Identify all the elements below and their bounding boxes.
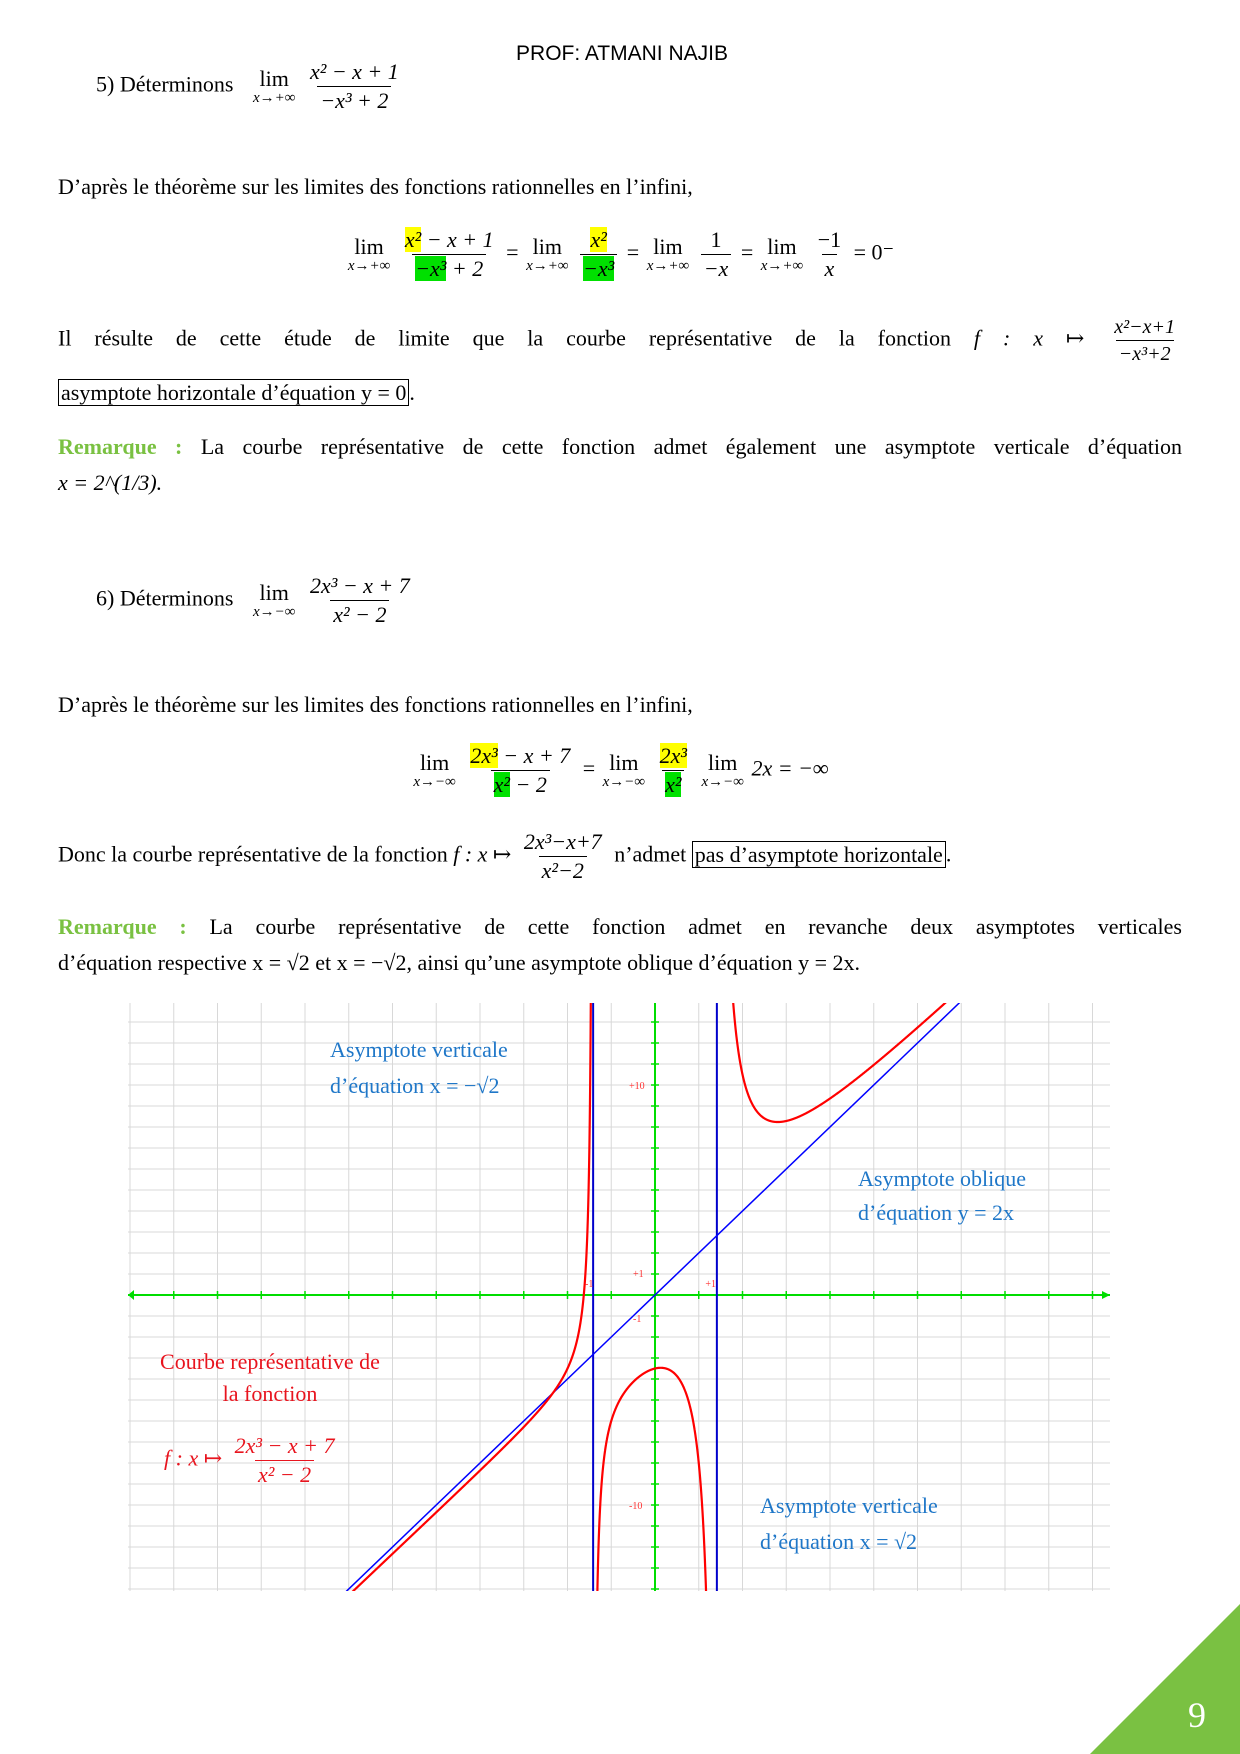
- sec5-numerator: x² − x + 1: [309, 59, 399, 84]
- sec5-result: = 0⁻: [853, 239, 895, 265]
- annotation-av-left: Asymptote verticale d’équation x = −√2: [330, 1037, 508, 1098]
- lim-subscript: x→+∞: [252, 89, 296, 106]
- x-axis-left-arrow: [128, 1290, 134, 1300]
- sec6-numerator: 2x³ − x + 7: [309, 573, 410, 598]
- sec5-conclusion: Il résulte de cette étude de limite que la courbe représentative de la fonction f : x ↦ $\frac{\text{x²−x+1}}{\text{−x³+2}}$: [58, 316, 1176, 365]
- annotation-oblique: Asymptote oblique d’équation y = 2x: [858, 1166, 1027, 1225]
- sec5-title: [96, 60, 406, 113]
- sec5-limit-equation: lim x→+∞ $\frac{\text{x² − x + 1}}{\text{−x³ + 2}}$ = lim x→+∞ $\frac{\text{x²}}{\text{−x³}}$ = lim x→+∞ $\frac{1}{-x}$ = lim x→+∞ $\frac{-1}{x}$ = 0⁻: [347, 227, 895, 282]
- sec5-denominator: −x³ + 2: [317, 86, 391, 113]
- annotation-av-right: Asymptote verticale d’équation x = √2: [760, 1493, 938, 1554]
- sec5-boxed-line: asymptote horizontale d’équation y = 0 .: [58, 380, 1182, 406]
- sec6-theorem: D’après le théorème sur les limites des fonctions rationnelles en l’infini,: [58, 692, 693, 717]
- sec5-boxed-result: asymptote horizontale d’équation y = 0: [58, 379, 409, 406]
- sec6-boxed-result: pas d’asymptote horizontale: [692, 841, 946, 868]
- function-graph: [128, 1003, 1110, 1591]
- graph-grid: [128, 1003, 1110, 1591]
- sec6-remark: Remarque : La courbe représentative de cette fonction admet en revanche deux asymptotes verticales: [58, 914, 1182, 939]
- sec5-label: 5) Déterminons: [96, 71, 234, 97]
- x-axis-arrow: [1102, 1291, 1110, 1299]
- tick-label: +10: [629, 1081, 645, 1092]
- sec6-title: 6) Déterminons lim x→−∞ $\frac{\text{2x³ − x + 7}}{\text{x² − 2}}$: [96, 574, 417, 627]
- tick-label: +1: [633, 1269, 644, 1280]
- tick-label: -1: [585, 1279, 594, 1290]
- curve-branch-2: [597, 1368, 707, 1591]
- tick-label: -10: [629, 1501, 643, 1512]
- annotation-curve: Courbe représentative de la fonction: [160, 1349, 380, 1406]
- sec5-remark-eq: x = 2^(1/3).: [58, 470, 163, 495]
- sec6-denominator: x² − 2: [330, 600, 389, 627]
- tick-label: +1: [705, 1279, 716, 1290]
- sec5-theorem: D’après le théorème sur les limites des fonctions rationnelles en l’infini,: [58, 174, 693, 199]
- lim-word: lim: [259, 65, 289, 91]
- graph-axes: [128, 1003, 1110, 1591]
- sec6-label: 6) Déterminons: [96, 585, 234, 611]
- curve-branch-3: [731, 1003, 989, 1122]
- annotation-curve-formula: f : x ↦ $\frac{\text{2x³ − x + 7}}{\text{x² − 2}}$: [164, 1433, 335, 1488]
- sec6-remark-line2: d’équation respective x = √2 et x = −√2, ainsi qu’une asymptote oblique d’équation y = 2x.: [58, 950, 861, 975]
- sec5-remark: Remarque : La courbe représentative de cette fonction admet également une asymptote verticale d’équation: [58, 434, 1182, 459]
- corner-triangle: [1090, 1604, 1240, 1754]
- page-number: 9: [1188, 1695, 1206, 1735]
- sec6-limit-equation: lim x→−∞ $\frac{\text{2x³ − x + 7}}{\text{x² − 2}}$ = lim x→−∞ $\frac{\text{2x³}}{\text{x²}}$ lim x→−∞ 2x = −∞: [413, 743, 829, 798]
- sec6-result: 2x = −∞: [751, 755, 829, 781]
- page-header: PROF: ATMANI NAJIB: [516, 42, 728, 65]
- tick-label: -1: [633, 1314, 642, 1325]
- sec6-conclusion: Donc la courbe représentative de la fonction f : x ↦ $\frac{\text{2x³−x+7}}{\text{x²−2}}$ n’admet pas d’asymptote horizontale .: [58, 829, 952, 884]
